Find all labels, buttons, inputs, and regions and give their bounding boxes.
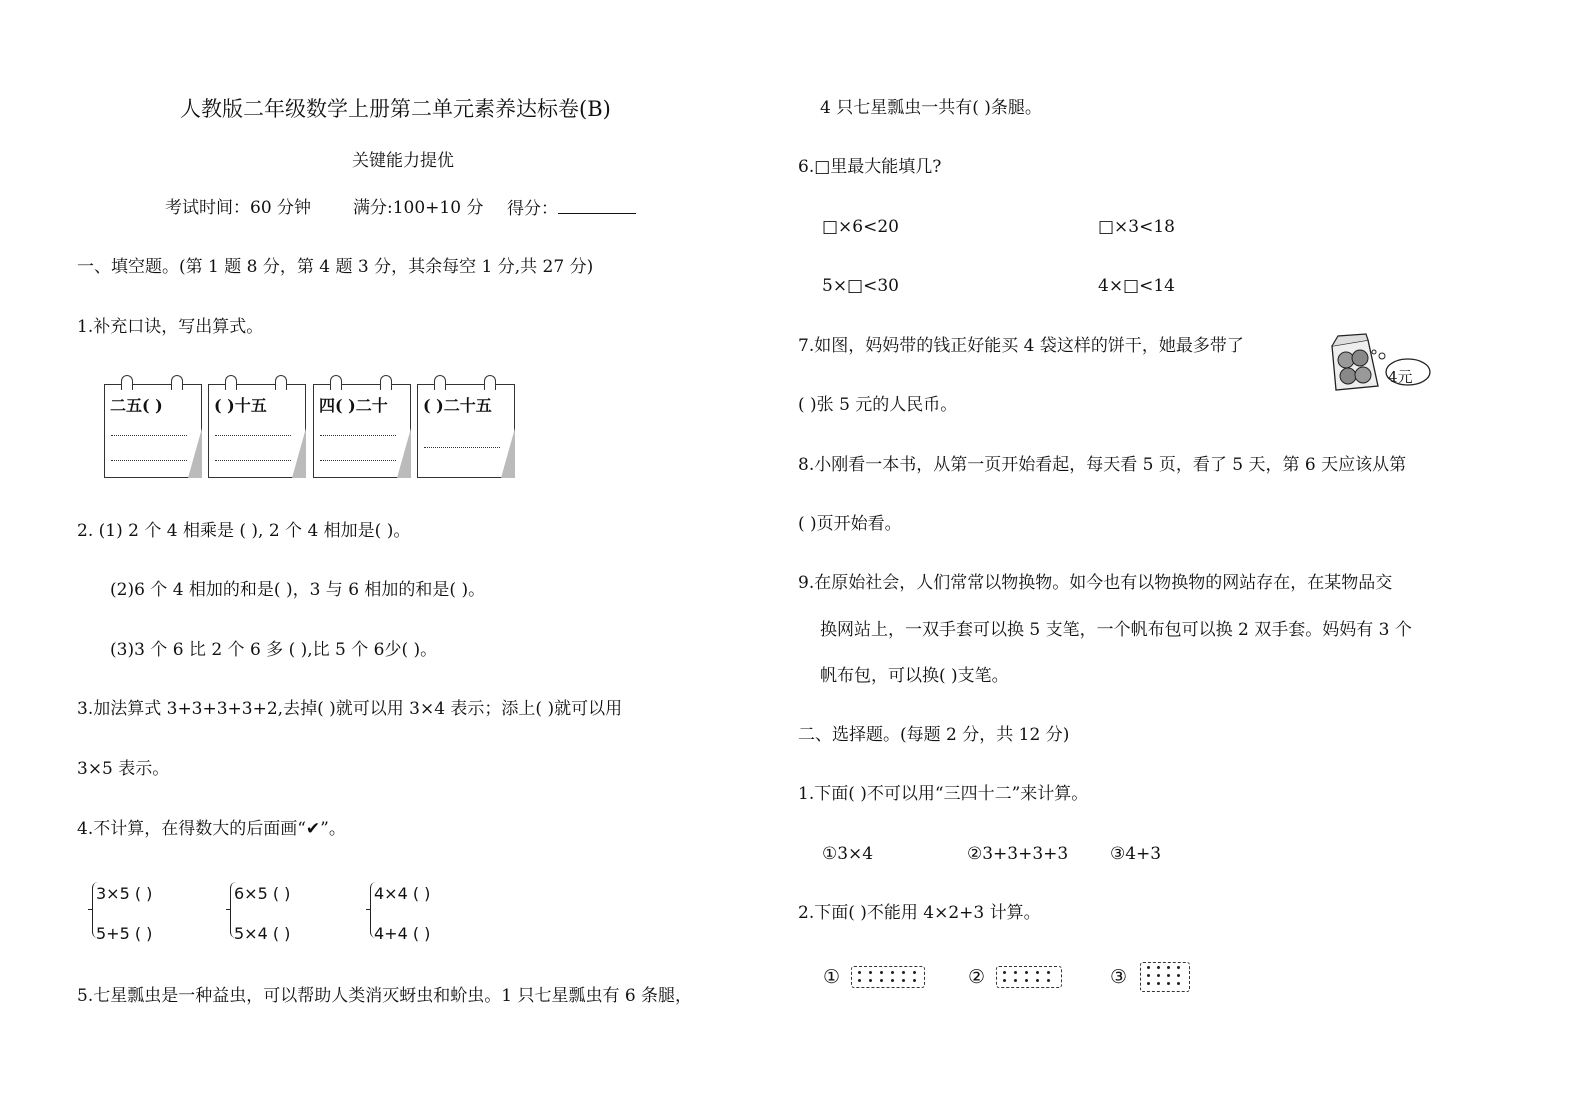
exam-time: 考试时间：60 分钟 <box>165 198 312 218</box>
dot <box>858 971 861 974</box>
dot <box>902 971 905 974</box>
dot <box>1014 971 1017 974</box>
choice-option-label[interactable]: ③ <box>1110 966 1128 988</box>
choice-option-label[interactable]: ① <box>823 966 841 988</box>
full-score: 满分:100+10 分 <box>353 198 484 218</box>
page-curl-icon <box>501 428 515 478</box>
cookie-bag-icon <box>1326 332 1434 394</box>
answer-line[interactable] <box>111 460 187 461</box>
dot <box>1003 971 1006 974</box>
question-3-line-1: 3.加法算式 3+3+3+3+2,去掉( )就可以用 3×4 表示；添上( )就可以用 <box>77 699 623 719</box>
dot <box>1157 974 1160 977</box>
score-field[interactable] <box>507 197 636 220</box>
dot <box>1147 982 1150 985</box>
ring-icon <box>121 375 133 390</box>
compare-item[interactable]: 5×4 ( ) <box>234 924 291 943</box>
compare-item[interactable]: 4×4 ( ) <box>374 884 431 903</box>
compare-item[interactable]: 5+5 ( ) <box>96 924 153 943</box>
question-3-line-2: 3×5 表示。 <box>77 759 170 779</box>
dot <box>1003 979 1006 982</box>
dot <box>1047 971 1050 974</box>
page-curl-icon <box>188 428 202 478</box>
page-subtitle: 关键能力提优 <box>352 151 454 171</box>
question-8-line-1: 8.小刚看一本书，从第一页开始看起，每天看 5 页，看了 5 天，第 6 天应该从第 <box>798 455 1407 475</box>
score-blank[interactable] <box>558 197 636 214</box>
calendar-label: 二五( ) <box>110 396 163 415</box>
answer-line[interactable] <box>215 460 291 461</box>
inequality-item[interactable]: □×6<20 <box>822 217 899 237</box>
dot <box>913 979 916 982</box>
inequality-item[interactable]: 4×□<14 <box>1098 276 1175 296</box>
dot <box>880 979 883 982</box>
dot <box>1147 966 1150 969</box>
inequality-item[interactable]: 5×□<30 <box>822 276 899 296</box>
dot <box>880 971 883 974</box>
ring-icon <box>484 375 496 390</box>
compare-item[interactable]: 4+4 ( ) <box>374 924 431 943</box>
calendar-card-4 <box>417 384 515 478</box>
answer-line[interactable] <box>111 435 187 436</box>
dot <box>858 979 861 982</box>
dot <box>869 971 872 974</box>
calendar-card-1 <box>104 384 202 478</box>
calendar-label: ( )十五 <box>214 396 267 415</box>
dot <box>1036 971 1039 974</box>
answer-line[interactable] <box>424 447 500 448</box>
page-curl-icon <box>397 428 411 478</box>
page-curl-icon <box>292 428 306 478</box>
choice-option[interactable]: ③4+3 <box>1110 844 1162 864</box>
dot <box>1025 979 1028 982</box>
question-2-part-3: (3)3 个 6 比 2 个 6 多 ( ),比 5 个 6少( )。 <box>110 640 438 660</box>
dot <box>1014 979 1017 982</box>
dot <box>1157 982 1160 985</box>
dot <box>1047 979 1050 982</box>
ring-icon <box>330 375 342 390</box>
question-9-line-1: 9.在原始社会，人们常常以物换物。如今也有以物换物的网站存在，在某物品交 <box>798 573 1393 593</box>
dot <box>1025 971 1028 974</box>
question-9-line-2: 换网站上，一双手套可以换 5 支笔，一个帆布包可以换 2 双手套。妈妈有 3 个 <box>820 620 1412 640</box>
dot <box>869 979 872 982</box>
dot <box>913 971 916 974</box>
choice-option-label[interactable]: ② <box>968 966 986 988</box>
dot <box>1036 979 1039 982</box>
choice-option[interactable]: ①3×4 <box>822 844 874 864</box>
dot <box>1177 982 1180 985</box>
dot <box>891 979 894 982</box>
ring-icon <box>225 375 237 390</box>
question-4: 4.不计算，在得数大的后面画“✔”。 <box>77 819 346 839</box>
score-label: 得分： <box>507 199 558 219</box>
choice-question-2: 2.下面( )不能用 4×2+3 计算。 <box>798 903 1041 923</box>
calendar-card-3 <box>313 384 411 478</box>
choice-question-1: 1.下面( )不可以用“三四十二”来计算。 <box>798 784 1089 804</box>
answer-line[interactable] <box>320 435 396 436</box>
question-8-line-2: ( )页开始看。 <box>798 514 902 534</box>
dot <box>1167 966 1170 969</box>
question-6: 6.□里最大能填几? <box>798 157 942 177</box>
question-5-line-2: 4 只七星瓢虫一共有( )条腿。 <box>820 98 1042 118</box>
calendar-label: 四( )二十 <box>319 396 388 415</box>
ring-icon <box>171 375 183 390</box>
question-9-line-3: 帆布包，可以换( )支笔。 <box>820 666 1009 686</box>
dot-array-option-2[interactable] <box>996 966 1062 988</box>
question-5-line-1: 5.七星瓢虫是一种益虫，可以帮助人类消灭蚜虫和蚧虫。1 只七星瓢虫有 6 条腿， <box>77 986 693 1006</box>
dot <box>891 971 894 974</box>
question-7-line-2: ( )张 5 元的人民币。 <box>798 395 958 415</box>
dot <box>1177 974 1180 977</box>
ring-icon <box>434 375 446 390</box>
calendar-card-2 <box>208 384 306 478</box>
dot <box>1177 966 1180 969</box>
price-tag: 4元 <box>1388 368 1413 386</box>
page-title: 人教版二年级数学上册第二单元素养达标卷(B) <box>180 97 611 121</box>
choice-option[interactable]: ②3+3+3+3 <box>967 844 1069 864</box>
dot <box>902 979 905 982</box>
calendar-label: ( )二十五 <box>423 396 492 415</box>
dot-array-option-1[interactable] <box>851 966 925 988</box>
compare-item[interactable]: 3×5 ( ) <box>96 884 153 903</box>
dot <box>1167 974 1170 977</box>
dot <box>1167 982 1170 985</box>
compare-item[interactable]: 6×5 ( ) <box>234 884 291 903</box>
question-7-line-1: 7.如图，妈妈带的钱正好能买 4 袋这样的饼干，她最多带了 <box>798 336 1244 356</box>
ring-icon <box>380 375 392 390</box>
dot-array-option-3[interactable] <box>1140 962 1190 992</box>
section1-heading: 一、填空题。(第 1 题 8 分，第 4 题 3 分，其余每空 1 分,共 27 分) <box>77 257 594 277</box>
dot <box>1147 974 1150 977</box>
answer-line[interactable] <box>320 460 396 461</box>
question-1: 1.补充口诀，写出算式。 <box>77 317 264 337</box>
question-2-part-1: 2. (1) 2 个 4 相乘是 ( ), 2 个 4 相加是( )。 <box>77 521 411 541</box>
section2-heading: 二、选择题。(每题 2 分，共 12 分) <box>798 725 1070 745</box>
dot <box>1157 966 1160 969</box>
answer-line[interactable] <box>215 435 291 436</box>
ring-icon <box>275 375 287 390</box>
question-2-part-2: (2)6 个 4 相加的和是( )，3 与 6 相加的和是( )。 <box>110 580 486 600</box>
inequality-item[interactable]: □×3<18 <box>1098 217 1175 237</box>
